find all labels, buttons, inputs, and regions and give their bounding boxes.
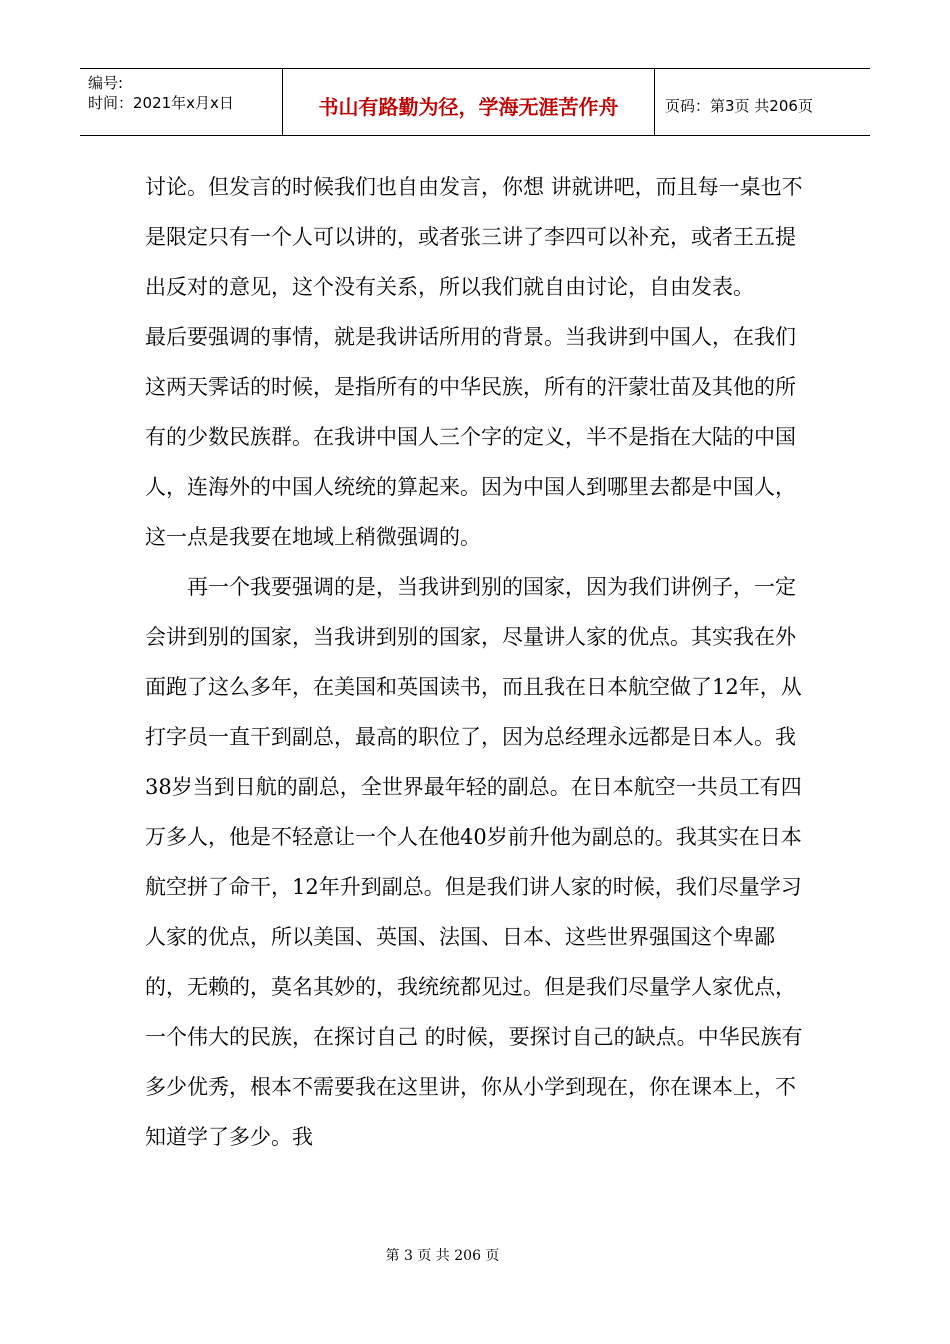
page-header bbox=[80, 68, 870, 136]
paragraph: 再一个我要强调的是，当我讲到别的国家，因为我们讲例子，一定会讲到别的国家，当我讲到别的国家，尽量讲人家的优点。其实我在外面跑了这么多年，在美国和英国读书，而且我在日本航空做了12年，从打字员一直干到副总，最高的职位了，因为总经理永远都是日本人。我38岁当到日航的副总，全世界最年轻的副总。在日本航空一共员工有四万多人，他是不轻意让一个人在他40岁前升他为副总的。我其实在日本航空拼了命干，12年升到副总。但是我们讲人家的时候，我们尽量学习人家的优点，所以美国、英国、法国、日本、这些世界强国这个卑鄙的，无赖的，莫名其妙的，我统统都见过。但是我们尽量学人家优点，一个伟大的民族，在探讨自己 的时候，要探讨自己的缺点。中华民族有多少优秀，根本不需要我在这里讲，你从小学到现在，你在课本上，不知道学了多少。我 bbox=[145, 575, 803, 1149]
header-motto: 书山有路勤为径，学海无涯苦作舟 bbox=[283, 69, 655, 135]
header-meta bbox=[80, 69, 283, 135]
document-body bbox=[145, 162, 805, 1162]
paragraph: 最后要强调的事情，就是我讲话所用的背景。当我讲到中国人，在我们这两天霁话的时候，是指所有的中华民族，所有的汗蒙壮苗及其他的所有的少数民族群。在我讲中国人三个字的定义，半不是指在大陆的中国人，连海外的中国人统统的算起来。因为中国人到哪里去都是中国人，这一点是我要在地域上稍微强调的。 bbox=[145, 325, 796, 549]
document-number-label: 编号: bbox=[88, 74, 124, 92]
paragraph: 讨论。但发言的时候我们也自由发言，你想 讲就讲吧，而且每一桌也不是限定只有一个人可以讲的，或者张三讲了李四可以补充，或者王五提出反对的意见，这个没有关系，所以我们就自由讨论，自由发表。 bbox=[145, 175, 803, 299]
document-time-label: 时间：2021年x月x日 bbox=[88, 94, 234, 112]
header-page-code: 页码：第3页 共206页 bbox=[665, 96, 813, 115]
page-footer: 第 3 页 共 206 页 bbox=[385, 1248, 500, 1264]
